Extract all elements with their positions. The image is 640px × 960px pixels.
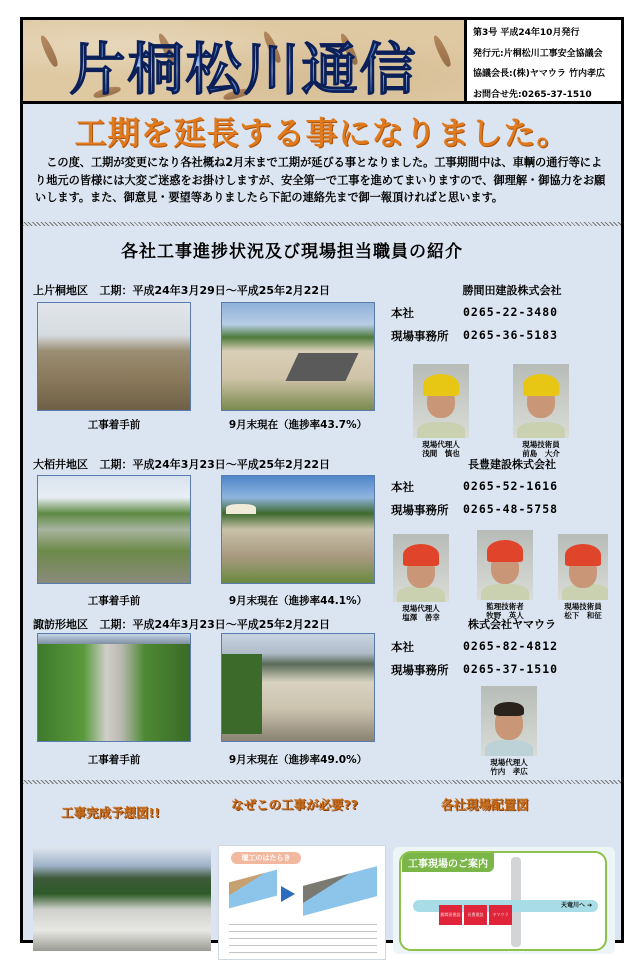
- staff-portrait: [558, 534, 608, 600]
- construction-period: 工期：平成24年3月23日～平成25年2月22日: [99, 458, 331, 471]
- contact-phone: 0265-82-4812: [463, 639, 559, 653]
- staff-role: 現場代理人: [490, 758, 528, 767]
- staff-card: [511, 364, 571, 458]
- company-name: 勝間田建設株式会社: [462, 284, 562, 297]
- map-heading: 各社現場配置図: [441, 797, 529, 812]
- company-name: 長豊建設株式会社: [468, 458, 556, 471]
- company-name: 株式会社ヤマウラ: [468, 618, 556, 631]
- staff-card: [553, 534, 613, 620]
- contact-label: 本社: [391, 640, 414, 654]
- contact-phone: 0265-52-1616: [463, 479, 559, 493]
- completion-rendering-image: [33, 847, 211, 951]
- contact-label: 現場事務所: [391, 663, 449, 677]
- weir-function-diagram: [218, 845, 386, 960]
- contact-row: [391, 305, 611, 321]
- map-title: 工事現場のご案内: [402, 853, 494, 872]
- headline: 工期を延長する事になりました。: [74, 114, 570, 152]
- current-caption: 9月末現在（進捗率43.7%）: [228, 419, 368, 431]
- before-caption: 工事着手前: [87, 419, 141, 431]
- current-caption: 9月末現在（進捗率44.1%）: [228, 595, 368, 607]
- arrow-right-icon: [281, 886, 295, 902]
- current-photo: [221, 302, 375, 411]
- staff-portrait: [413, 364, 469, 438]
- contact-label: 現場事務所: [391, 503, 449, 517]
- contact-phone: お問合せ先:0265-37-1510: [473, 89, 592, 100]
- lead-body: この度、工期が変更になり各社概ね2月末まで工期が延びる事となりました。工事期間中は、車輌の通行等により地元の皆様には大変ご迷惑をお掛けしますが、安全第一で工事を進めてまいりますので、御理解・御協力をお願いします。また、御意見・要望等ありましたら下記の連絡先まで御一報頂ければと思います。: [35, 156, 606, 204]
- site-heading: [33, 282, 330, 298]
- site-marker-chouhou: 長豊建設: [464, 905, 487, 925]
- before-channel-illustration: [229, 870, 277, 909]
- issue-number: 第3号 平成24年10月発行: [473, 28, 580, 38]
- district-name: 大栢井地区: [33, 458, 88, 471]
- after-channel-illustration: [303, 866, 377, 916]
- site-location-map: [393, 847, 615, 954]
- staff-card: [391, 534, 451, 622]
- contact-row: [391, 328, 611, 344]
- district-name: 上片桐地区: [33, 284, 88, 297]
- why-heading: なぜこの工事が必要??: [231, 797, 359, 812]
- staff-card: [411, 364, 471, 458]
- staff-role: 現場技術員: [522, 440, 560, 449]
- masthead-banner: [23, 20, 464, 101]
- site-block-suwagata: [23, 616, 621, 776]
- diagram-description-text: [229, 924, 377, 954]
- contact-phone: 0265-48-5758: [463, 502, 559, 516]
- staff-card: [479, 686, 539, 776]
- arrow-right-icon: ➔: [587, 902, 593, 909]
- downstream-label: 天竜川へ: [561, 902, 586, 909]
- current-photo: [221, 475, 375, 584]
- staff-name: 松下 和征: [564, 611, 602, 620]
- construction-period: 工期：平成24年3月23日～平成25年2月22日: [99, 618, 331, 631]
- staff-role: 現場代理人: [422, 440, 460, 449]
- section-title: 各社工事進捗状況及び現場担当職員の紹介: [121, 242, 463, 262]
- publisher: 発行元:片桐松川工事安全協議会: [473, 48, 603, 59]
- contact-row: [391, 479, 611, 495]
- completion-heading: 工事完成予想図!!: [61, 805, 160, 820]
- issue-info-box: [464, 20, 621, 101]
- site-marker-yamaura: ヤマウラ: [489, 905, 512, 925]
- diagram-title: 堰工のはたらき: [231, 852, 301, 864]
- district-name: 諏訪形地区: [33, 618, 88, 631]
- map-arrow-label: [561, 900, 592, 909]
- site-block-okashiwai: [23, 456, 621, 622]
- staff-name: 前島 大介: [522, 449, 560, 458]
- contact-phone: 0265-22-3480: [463, 305, 559, 319]
- masthead-header: [23, 20, 621, 104]
- contact-row: [391, 502, 611, 518]
- staff-portrait: [477, 530, 533, 600]
- before-caption: 工事着手前: [87, 754, 141, 766]
- staff-role: 現場技術員: [564, 602, 602, 611]
- divider: [23, 222, 621, 226]
- company-card-yamaura: [391, 616, 611, 678]
- current-caption: 9月末現在（進捗率49.0%）: [228, 754, 368, 766]
- company-card-chouhou: [391, 456, 611, 518]
- staff-role: 現場代理人: [402, 604, 440, 613]
- contact-label: 本社: [391, 480, 414, 494]
- contact-phone: 0265-37-1510: [463, 662, 559, 676]
- contact-row: [391, 662, 611, 678]
- staff-portrait: [513, 364, 569, 438]
- before-caption: 工事着手前: [87, 595, 141, 607]
- staff-name: 浅間 慎也: [422, 449, 460, 458]
- before-photo: [37, 475, 191, 584]
- site-marker-katsumata: 勝間田建設: [439, 905, 462, 925]
- site-heading: [33, 456, 330, 472]
- staff-card: [475, 530, 535, 620]
- site-heading: [33, 616, 330, 632]
- staff-portrait: [481, 686, 537, 756]
- staff-portrait: [393, 534, 449, 602]
- before-photo: [37, 302, 191, 411]
- staff-name: 竹内 孝広: [490, 767, 528, 776]
- contact-phone: 0265-36-5183: [463, 328, 559, 342]
- contact-label: 現場事務所: [391, 329, 449, 343]
- divider: [23, 780, 621, 784]
- lead-article: [23, 104, 621, 221]
- construction-period: 工期：平成24年3月29日～平成25年2月22日: [99, 284, 331, 297]
- staff-name: 塩澤 善幸: [402, 613, 440, 622]
- newsletter-title: 片桐松川通信: [23, 26, 464, 101]
- newsletter-page: [20, 17, 624, 943]
- site-block-kamikatagiri: [23, 282, 621, 458]
- council-chair: 協議会長:(株)ヤマウラ 竹内孝広: [473, 69, 605, 79]
- before-photo: [37, 633, 191, 742]
- contact-row: [391, 639, 611, 655]
- staff-name: 牧野 英人: [486, 611, 524, 620]
- company-card-katsumata: [391, 282, 611, 344]
- contact-label: 本社: [391, 306, 414, 320]
- staff-role: 監理技術者: [486, 602, 524, 611]
- current-photo: [221, 633, 375, 742]
